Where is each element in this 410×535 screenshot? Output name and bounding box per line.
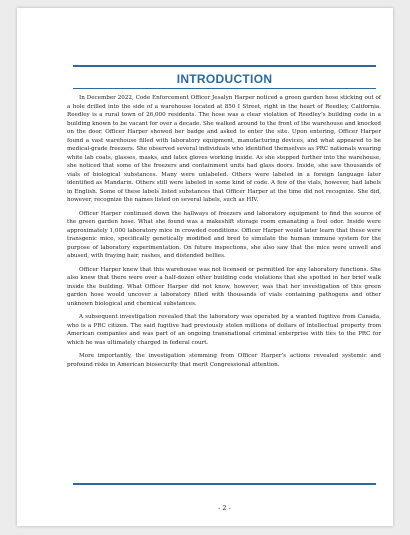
- body-text: [67, 94, 381, 374]
- bottom-rule: [73, 483, 376, 485]
- top-rule: [73, 65, 376, 67]
- title-underline: [73, 88, 376, 89]
- paragraph: Officer Harper knew that this warehouse was not licensed or permitted for any laboratory functions. She also knew that there were over a half-dozen other building code violations that she spotted in her brief walk inside the building. What Officer Harper did not know, however, was that her investigation of this green garden hose would uncover a laboratory filled with thousands of vials containing pathogens and other unknown biological and chemical substances.: [67, 266, 381, 307]
- page-number: - 2 -: [218, 504, 231, 512]
- paragraph: A subsequent investigation revealed that the laboratory was operated by a wanted fugitive from Canada, who is a PRC citizen. The said fugitive had previously stolen millions of dollars of intellectual property from American companies and was part of an ongoing transnational criminal enterprise with ties to the PRC for which he was ultimately charged in federal court.: [67, 314, 381, 346]
- paragraph: More importantly, the investigation stemming from Officer Harper’s actions revealed systemic and profound risks in American biosecurity that merit Congressional attention.: [67, 353, 381, 368]
- page-title: INTRODUCTION: [176, 72, 273, 86]
- paragraph: In December 2022, Code Enforcement Officer Jesalyn Harper noticed a green garden hose sticking out of a hole drilled into the side of a warehouse located at 850 I Street, right in the heart of Reedley, California. Reedley is a rural town of 26,000 residents. The hose was a clear violation of Reedley’s building code in a building known to be vacant for over a decade. She walked around to the front of the warehouse and knocked on the door. Officer Harper showed her badge and asked to enter the site. Upon entering, Officer Harper found a vast warehouse filled with laboratory equipment, manufacturing devices, and what appeared to be medical-grade freezers. She observed several individuals who identified themselves as PRC nationals wearing white lab coats, glasses, masks, and latex gloves working inside. As she stepped further into the warehouse, she noticed that some of the freezers and containment units had glass doors. Inside, she saw thousands of vials of biological substances. Many were unlabeled. Others were labeled in a foreign language later identified as Mandarin. Others still were labeled in some kind of code. A few of the vials, however, had labels in English. Some of these labels listed substances that Officer Harper at the time did not recognize. She did, however, recognize the names listed on several labels, such as HIV.: [67, 95, 381, 203]
- document-page: [17, 8, 393, 526]
- paragraph: Officer Harper continued down the hallways of freezers and laboratory equipment to find the source of the green garden hose. What she found was a makeshift storage room emanating a foul odor. Inside were approximately 1,000 laboratory mice in crowded conditions. Officer Harper would later learn that these were transgenic mice, specifically genetically modified and bred to simulate the human immune system for the purpose of laboratory experimentation. On future inspections, she also saw that the mice were unwell and abused, with fraying hair, rashes, and distended bellies.: [67, 210, 381, 259]
